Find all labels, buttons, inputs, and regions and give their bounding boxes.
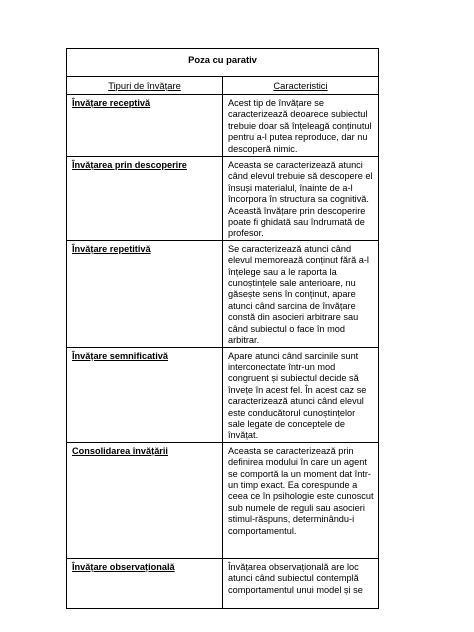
learning-type-term: Consolidarea învățării: [72, 445, 168, 456]
characteristics-cell: Acest tip de învățare se caracterizează deoarece subiectul trebuie doar să înțeleagă conținutul pentru a-l putea reproduce, dar nu descoperă nimic.: [223, 95, 379, 157]
table-row: [67, 95, 379, 157]
learning-type-term: Învățare receptivă: [72, 98, 151, 108]
characteristics-cell: Învățarea observațională are loc atunci când subiectul contemplă comportamentul unui model și se: [223, 558, 379, 608]
table-row: [67, 442, 379, 558]
learning-type-cell: [67, 95, 223, 157]
comparison-table: [66, 48, 379, 609]
header-learning-types-label: Tipuri de învățare: [108, 80, 181, 91]
table-row: [67, 558, 379, 608]
characteristics-cell: Aceasta se caracterizează prin definirea modului în care un agent se comportă la un moment dat într-un timp exact. Ea corespunde a ceea ce în psihologie este cunoscut sub numele de reguli sau asocieri stimul-răspuns, determinându-i comportamentul.: [223, 442, 379, 558]
table-header-row: [67, 77, 379, 95]
table-title-row: [67, 49, 379, 77]
table-row: [67, 157, 379, 241]
learning-type-term: Învățare repetitivă: [72, 243, 151, 254]
learning-type-cell: [67, 240, 223, 347]
learning-type-term: Învățare semnificativă: [72, 350, 169, 361]
header-characteristics-label: Caracteristici: [273, 80, 328, 91]
learning-type-cell: [67, 157, 223, 241]
learning-type-cell: [67, 442, 223, 558]
learning-type-cell: [67, 347, 223, 442]
header-learning-types: [67, 77, 223, 95]
table-title: Poza cu parativ: [67, 49, 379, 77]
characteristics-cell: Aceasta se caracterizează atunci când elevul trebuie să descopere el însuși materialul, înainte de a-l încorpora în structura sa cognitivă. Această învățare prin descoperire poate fi ghidată sau îndrumată de profesor.: [223, 157, 379, 241]
table-row: [67, 240, 379, 347]
characteristics-cell: Apare atunci când sarcinile sunt interconectate într-un mod congruent și subiectul decide să învețe în acest fel. În acest caz se caracterizează atunci când elevul este conducătorul cunoștințelor sale legate de conceptele de învățat.: [223, 347, 379, 442]
table-row: [67, 347, 379, 442]
learning-type-term: Învățare observațională: [72, 561, 175, 572]
characteristics-cell: Se caracterizează atunci când elevul memorează conținut fără a-l înțelege sau a le raporta la cunoștințele sale anterioare, nu găsește sens în conținut, apare atunci când sarcina de învățare constă din asocieri arbitrare sau când subiectul o face în mod arbitrar.: [223, 240, 379, 347]
learning-type-cell: [67, 558, 223, 608]
header-characteristics: [223, 77, 379, 95]
learning-type-term: Învățarea prin descoperire: [72, 160, 187, 170]
